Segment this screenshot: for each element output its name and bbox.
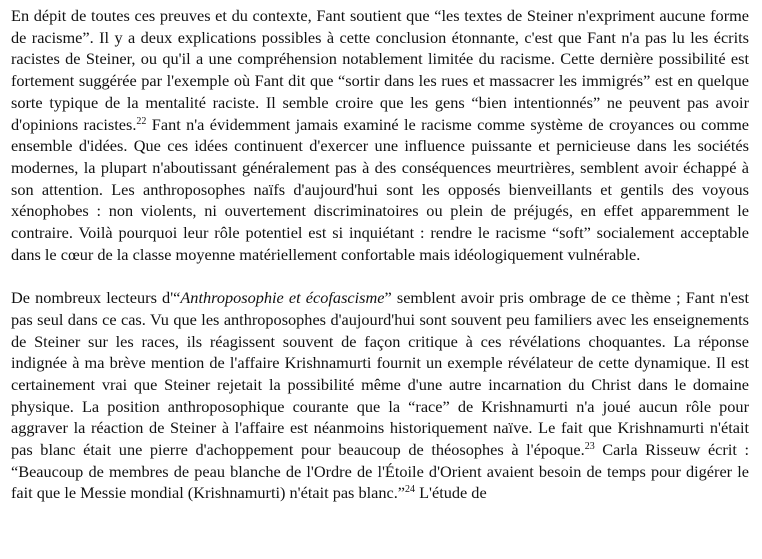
paragraph-1-text-b: Fant n'a évidemment jamais examiné le racisme comme système de croyances ou comme ensemble d'idées. Que ces idées continuent d'exercer une influence puissante et pernicieuse dans les sociétés modernes, la plupart n'aboutissant généralement pas à des conséquences meurtrières, semblent avoir échappé à son attention. Les anthroposophes naïfs d'aujourd'hui sont les opposés bienveillants et gentils des voyous xénophobes : non violents, ni ouvertement discriminatoires ou plein de préjugés, en effet apparemment le contraire. Voilà pourquoi leur rôle potentiel est si inquiétant : rendre le racisme “soft” socialement acceptable dans le cœur de la classe moyenne matériellement confortable mais idéologiquement vulnérable. bbox=[11, 114, 749, 264]
paragraph-1 bbox=[11, 5, 749, 265]
paragraph-2-text-b: ” semblent avoir pris ombrage de ce thème ; Fant n'est pas seul dans ce cas. Vu que les anthroposophes d'aujourd'hui sont souvent peu familiers avec les enseignements de Steiner sur les races, ils réagissent souvent de façon critique à ces révélations choquantes. La réponse indignée à ma brève mention de l'affaire Krishnamurti fournit un exemple révélateur de cette dynamique. Il est certainement vrai que Steiner rejetait la possibilité même d'une autre incarnation du Christ dans le domaine physique. La position anthroposophique courante que la “race” de Krishnamurti n'a joué aucun rôle pour aggraver la réaction de Steiner à l'affaire est néanmoins historiquement naïve. Le fait que Krishnamurti n'était pas blanc était une pierre d'achoppement pour beaucoup de théosophes à l'époque. bbox=[11, 288, 749, 460]
book-title: Anthroposophie et écofascisme bbox=[180, 288, 385, 308]
paragraph-2-text-d: L'étude de bbox=[415, 483, 487, 503]
paragraph-2 bbox=[11, 287, 749, 504]
paragraph-1-text-a: En dépit de toutes ces preuves et du contexte, Fant soutient que “les textes de Steiner n'expriment aucune forme de racisme”. Il y a deux explications possibles à cette conclusion étonnante, c'est que Fant n'a pas lu les écrits racistes de Steiner, ou qu'il a une compréhension notablement limitée du racisme. Cette dernière possibilité est fortement suggérée par l'exemple où Fant dit que “sortir dans les rues et massacrer les immigrés” est en quelque sorte typique de la mentalité raciste. Il semble croire que les gens “bien intentionnés” ne peuvent pas avoir d'opinions racistes. bbox=[11, 6, 749, 134]
footnote-ref-23[interactable]: 23 bbox=[584, 441, 595, 453]
paragraph-2-text-a: De nombreux lecteurs d'“ bbox=[11, 288, 181, 308]
footnote-ref-22[interactable]: 22 bbox=[136, 115, 147, 127]
document-page bbox=[11, 0, 749, 504]
paragraph-2-text-c: Carla Risseuw écrit : “Beaucoup de membres de peau blanche de l'Ordre de l'Étoile d'Orient avaient besoin de temps pour digérer le fait que le Messie mondial (Krishnamurti) n'était pas blanc.” bbox=[11, 440, 749, 503]
footnote-ref-24[interactable]: 24 bbox=[405, 484, 416, 496]
